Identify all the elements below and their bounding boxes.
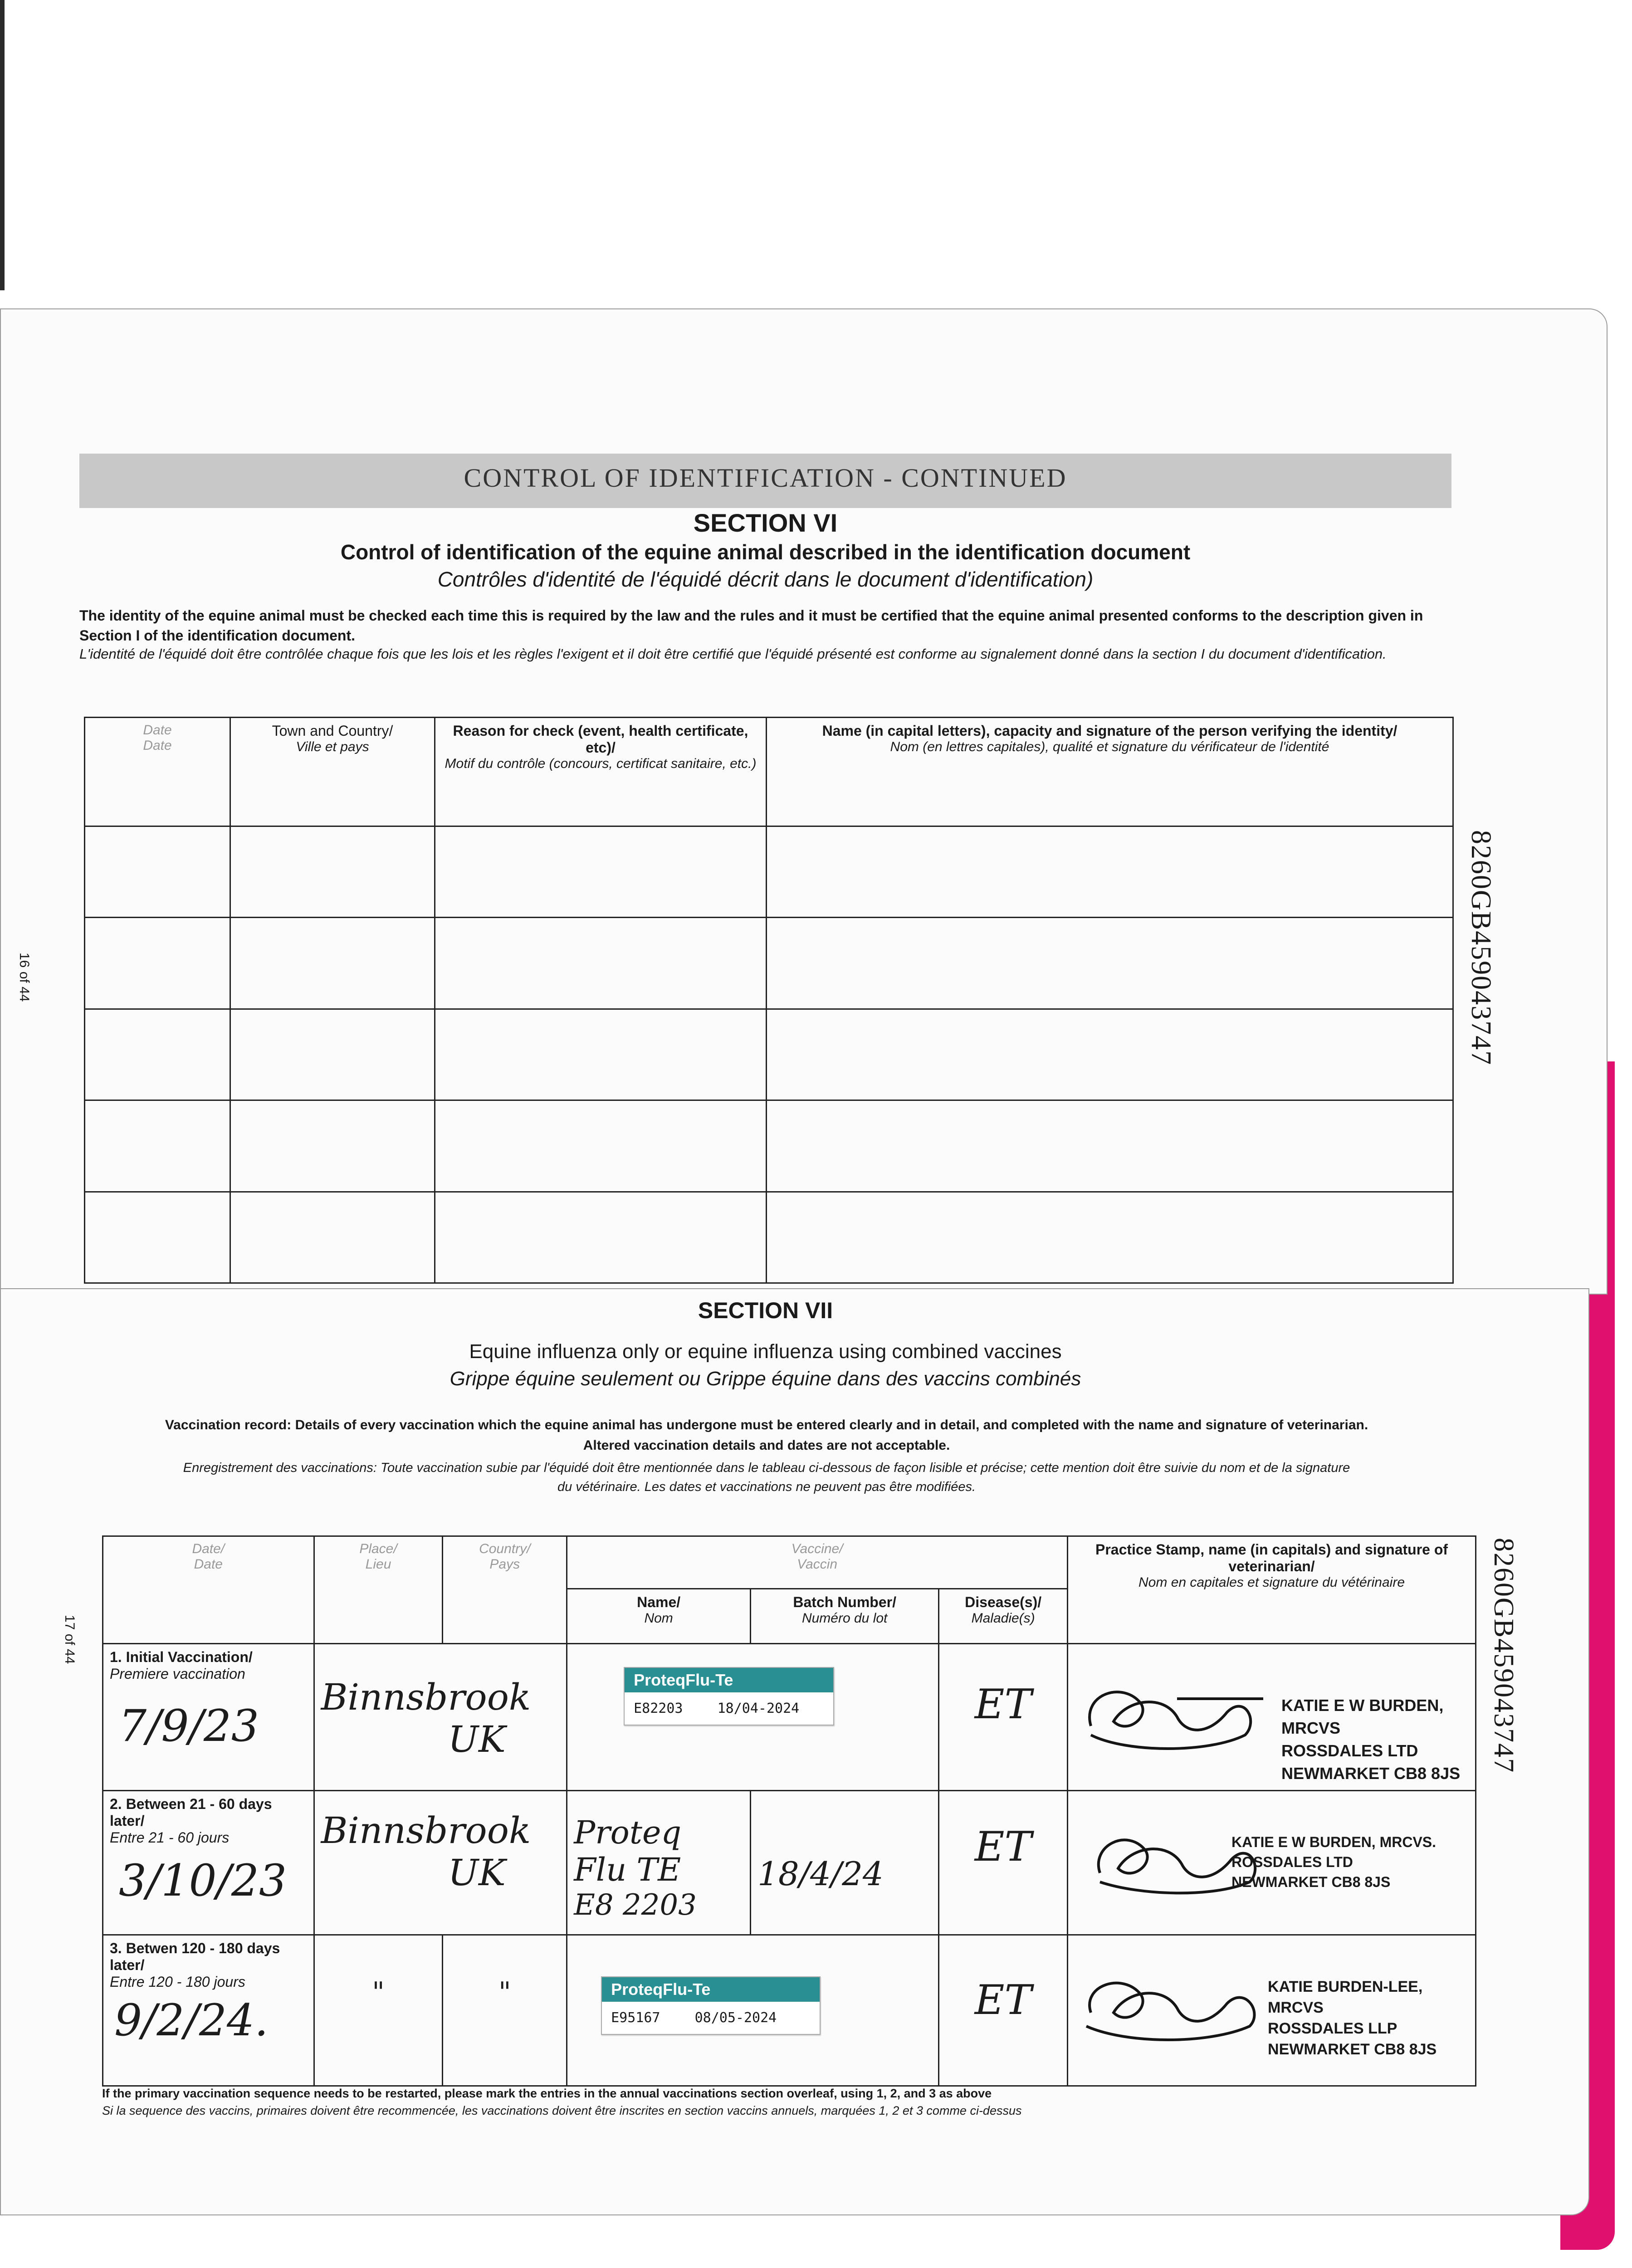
col-town-country: Town and Country/ Ville et pays — [230, 718, 435, 826]
vet-signature — [1073, 1667, 1263, 1758]
row2-vet-stamp: KATIE E W BURDEN, MRCVS. ROSSDALES LTD NEWMARKET CB8 8JS — [1231, 1833, 1437, 1890]
col-disease: Disease(s)/ Maladie(s) — [939, 1589, 1068, 1644]
table-row — [103, 1644, 1476, 1790]
section-vi-title: SECTION VI — [693, 508, 838, 537]
row3-date-cell: 3. Betwen 120 - 180 days later/ Entre 120 - 180 jours 9/2/24. — [103, 1935, 314, 2086]
col-vaccine: Vaccine/ Vaccin — [567, 1536, 1068, 1589]
col-date: Date Date — [85, 718, 230, 826]
row3-disease-cell — [939, 1935, 1068, 2086]
section-vii-instructions-fr-2: du vétérinaire. Les dates et vaccinations ne peuvent pas être modifiées. — [557, 1480, 976, 1494]
col-practice-stamp: Practice Stamp, name (in capitals) and signature of veterinarian/ Nom en capitales et signature du vétérinaire — [1068, 1536, 1476, 1644]
col-verifier: Name (in capital letters), capacity and signature of the person verifying the identity/ Nom (en lettres capitales), qualité et signature du vérificateur de l'identité — [767, 718, 1453, 826]
section-vii-instructions-en-2: Altered vaccination details and dates are not acceptable. — [583, 1438, 950, 1453]
col-batch: Batch Number/ Numéro du lot — [751, 1589, 939, 1644]
row2-batch: E8 2203 — [574, 1888, 697, 1922]
sticker-expiry: 18/04-2024 — [717, 1701, 800, 1717]
side-passport-id-top: 8260GB459043747 — [1466, 830, 1496, 1066]
table-row — [85, 1009, 1453, 1100]
row2-vet-cell — [1068, 1790, 1476, 1935]
row1-vet-cell — [1068, 1644, 1476, 1790]
vet-signature — [1073, 1958, 1272, 2049]
section-vi-heading-fr: Contrôles d'identité de l'équidé décrit dans le document d'identification) — [437, 567, 1094, 591]
table-row — [85, 1100, 1453, 1192]
row1-vaccine-sticker-cell — [567, 1644, 939, 1790]
page-number-16: 16 of 44 — [17, 953, 32, 1002]
row3-vet-cell — [1068, 1935, 1476, 2086]
table-row — [85, 918, 1453, 1009]
row2-vaccine-name-cell — [567, 1790, 751, 1935]
section-vi-heading-en: Control of identification of the equine animal described in the identification document — [340, 540, 1191, 564]
row3-country-cell — [443, 1935, 567, 2086]
row3-vaccine-sticker-cell — [567, 1935, 939, 2086]
row3-date: 9/2/24. — [114, 1994, 269, 2046]
section-vi-instructions-en: The identity of the equine animal must be checked each time this is required by the law and the rules and it must be certified that the equine animal presented conforms to the description given in Section I of the identification document. — [79, 607, 1423, 644]
row2-disease: ET — [974, 1823, 1032, 1871]
row1-place: Binnsbrook — [321, 1676, 531, 1719]
section-vii-instructions-en-1: Vaccination record: Details of every vaccination which the equine animal has undergone must be entered clearly and in detail, and completed with the name and signature of veterinarian. — [165, 1418, 1368, 1432]
sticker-brand: ProteqFlu-Te — [602, 1977, 820, 2002]
footnote-en: If the primary vaccination sequence needs to be restarted, please mark the entries in the annual vaccinations section overleaf, using 1, 2, and 3 as above — [102, 2087, 992, 2100]
row1-country: UK — [448, 1718, 506, 1761]
row2-vaccine-name: Proteq Flu TE — [574, 1813, 682, 1888]
row3-disease: ET — [974, 1976, 1032, 2024]
row3-place: " — [372, 1976, 385, 2008]
vaccination-table — [102, 1535, 1476, 2087]
row1-date: 7/9/23 — [119, 1701, 259, 1752]
col-country: Country/ Pays — [443, 1536, 567, 1644]
section-vi-instructions-fr: L'identité de l'équidé doit être contrôlée chaque fois que les lois et les règles l'exigent et il doit être certifié que l'équidé présenté est conforme au signalement donné dans la section I du document d'identification. — [79, 646, 1387, 662]
row2-batch-cell — [751, 1790, 939, 1935]
row2-country: UK — [448, 1851, 506, 1894]
row2-batch-date: 18/4/24 — [757, 1854, 884, 1893]
side-passport-id-bottom: 8260GB459043747 — [1488, 1538, 1519, 1774]
row1-place-country — [314, 1644, 567, 1790]
col-date: Date/ Date — [103, 1536, 314, 1644]
sticker-expiry: 08/05-2024 — [694, 2009, 777, 2026]
row1-vet-stamp: KATIE E W BURDEN, MRCVS ROSSDALES LTD NEWMARKET CB8 8JS — [1281, 1696, 1461, 1783]
footnote-fr: Si la sequence des vaccins, primaires doivent être recommencée, les vaccinations doivent être inscrites en section vaccins annuels, marquées 1, 2 et 3 comme ci-dessus — [102, 2104, 1022, 2117]
table-row — [103, 1790, 1476, 1935]
sticker-lot: E82203 — [634, 1701, 683, 1717]
table-row — [85, 1192, 1453, 1283]
table-row — [85, 826, 1453, 918]
col-reason: Reason for check (event, health certificate, etc)/ Motif du contrôle (concours, certificat sanitaire, etc.) — [435, 718, 767, 826]
col-place: Place/ Lieu — [314, 1536, 443, 1644]
page-number-17: 17 of 44 — [62, 1615, 77, 1664]
row2-disease-cell — [939, 1790, 1068, 1935]
section-vii-title: SECTION VII — [698, 1298, 833, 1323]
identity-check-table — [84, 717, 1454, 1284]
section-vii-instructions-fr-1: Enregistrement des vaccinations: Toute vaccination subie par l'équidé doit être mentionnée dans le tableau ci-dessous de façon lisible et précise; cette mention doit être suivie du nom et de la signature — [183, 1461, 1350, 1475]
sticker-lot: E95167 — [611, 2009, 660, 2026]
row3-vaccine-sticker — [601, 1976, 821, 2035]
sticker-brand: ProteqFlu-Te — [625, 1668, 833, 1692]
binder-edge — [0, 0, 5, 290]
row1-disease: ET — [974, 1681, 1032, 1729]
row1-vaccine-sticker — [624, 1667, 834, 1725]
banner-title: CONTROL OF IDENTIFICATION - CONTINUED — [464, 463, 1067, 493]
row2-place-country — [314, 1790, 567, 1935]
section-vii-heading-en: Equine influenza only or equine influenza using combined vaccines — [469, 1340, 1062, 1363]
row1-date-cell: 1. Initial Vaccination/ Premiere vaccination 7/9/23 — [103, 1644, 314, 1790]
section-vii-heading-fr: Grippe équine seulement ou Grippe équine dans des vaccins combinés — [450, 1368, 1081, 1390]
table-row — [103, 1935, 1476, 2086]
row2-place: Binnsbrook — [321, 1809, 531, 1852]
row3-country: " — [498, 1976, 511, 2008]
row1-disease-cell — [939, 1644, 1068, 1790]
row3-vet-stamp: KATIE BURDEN-LEE, MRCVS ROSSDALES LLP NEWMARKET CB8 8JS — [1268, 1978, 1437, 2058]
row3-place-cell — [314, 1935, 443, 2086]
col-vaccine-name: Name/ Nom — [567, 1589, 751, 1644]
row2-date-cell: 2. Between 21 - 60 days later/ Entre 21 - 60 jours 3/10/23 — [103, 1790, 314, 1935]
row2-date: 3/10/23 — [119, 1855, 287, 1906]
